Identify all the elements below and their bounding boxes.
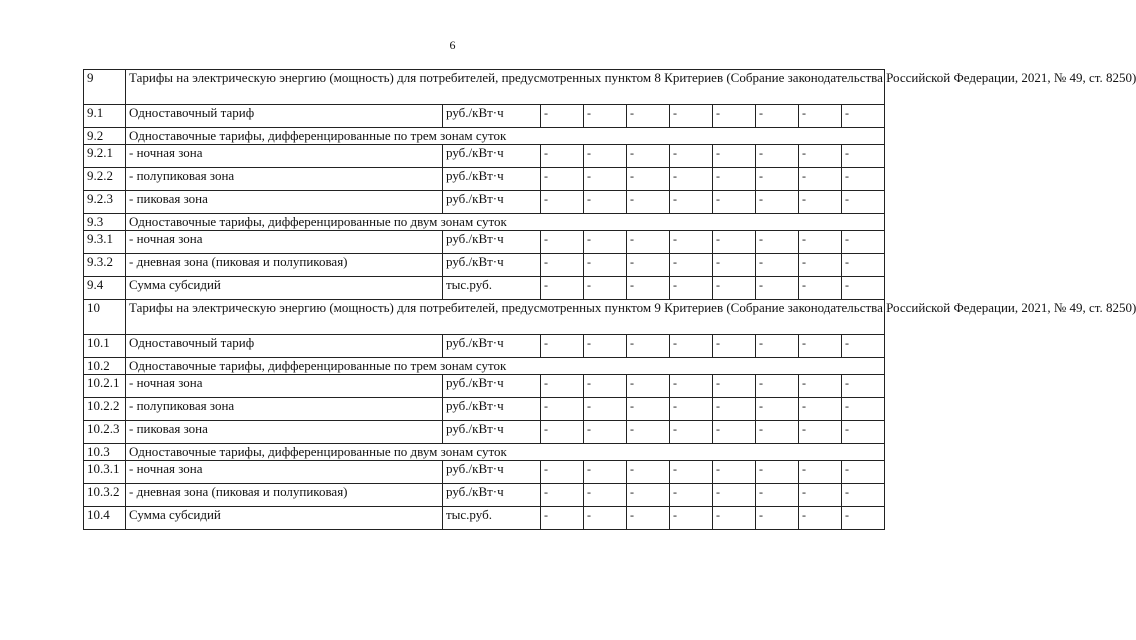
row-number: 10.3 — [84, 444, 126, 461]
value-cell: - — [584, 191, 627, 214]
value-cell: - — [541, 461, 584, 484]
value-cell: - — [713, 105, 756, 128]
value-cell: - — [541, 375, 584, 398]
table-row — [84, 461, 885, 484]
row-unit: тыс.руб. — [443, 507, 541, 530]
table-row — [84, 375, 885, 398]
value-cell: - — [627, 254, 670, 277]
section-number: 10 — [84, 300, 126, 335]
subsection-header-row — [84, 214, 885, 231]
subsection-header-row — [84, 128, 885, 145]
value-cell: - — [713, 191, 756, 214]
subsection-title: Одноставочные тарифы, дифференцированные по трем зонам суток — [126, 128, 885, 145]
row-name: Сумма субсидий — [126, 507, 443, 530]
value-cell: - — [584, 277, 627, 300]
row-name: - пиковая зона — [126, 421, 443, 444]
value-cell: - — [799, 484, 842, 507]
value-cell: - — [627, 398, 670, 421]
table-row — [84, 191, 885, 214]
row-name: - ночная зона — [126, 461, 443, 484]
value-cell: - — [842, 191, 885, 214]
row-number: 9.2.1 — [84, 145, 126, 168]
value-cell: - — [842, 421, 885, 444]
value-cell: - — [541, 105, 584, 128]
value-cell: - — [842, 335, 885, 358]
value-cell: - — [713, 484, 756, 507]
value-cell: - — [584, 507, 627, 530]
row-number: 9.4 — [84, 277, 126, 300]
subsection-header-row — [84, 358, 885, 375]
value-cell: - — [670, 335, 713, 358]
value-cell: - — [756, 421, 799, 444]
value-cell: - — [670, 277, 713, 300]
value-cell: - — [756, 461, 799, 484]
section-row — [84, 70, 885, 105]
value-cell: - — [670, 461, 713, 484]
row-name: - дневная зона (пиковая и полупиковая) — [126, 484, 443, 507]
value-cell: - — [627, 335, 670, 358]
value-cell: - — [541, 398, 584, 421]
value-cell: - — [627, 191, 670, 214]
value-cell: - — [756, 105, 799, 128]
value-cell: - — [541, 335, 584, 358]
row-unit: руб./кВт·ч — [443, 398, 541, 421]
value-cell: - — [541, 145, 584, 168]
value-cell: - — [713, 231, 756, 254]
value-cell: - — [799, 231, 842, 254]
row-name: - полупиковая зона — [126, 398, 443, 421]
row-unit: руб./кВт·ч — [443, 375, 541, 398]
value-cell: - — [584, 484, 627, 507]
value-cell: - — [799, 398, 842, 421]
value-cell: - — [756, 398, 799, 421]
row-unit: руб./кВт·ч — [443, 231, 541, 254]
value-cell: - — [584, 461, 627, 484]
row-number: 10.2 — [84, 358, 126, 375]
table-row — [84, 168, 885, 191]
value-cell: - — [713, 507, 756, 530]
row-number: 9.2.2 — [84, 168, 126, 191]
value-cell: - — [713, 277, 756, 300]
value-cell: - — [799, 145, 842, 168]
value-cell: - — [584, 375, 627, 398]
row-number: 10.4 — [84, 507, 126, 530]
value-cell: - — [799, 191, 842, 214]
row-number: 10.2.3 — [84, 421, 126, 444]
row-name: Сумма субсидий — [126, 277, 443, 300]
table-row — [84, 507, 885, 530]
value-cell: - — [670, 421, 713, 444]
value-cell: - — [756, 335, 799, 358]
row-unit: тыс.руб. — [443, 277, 541, 300]
value-cell: - — [627, 375, 670, 398]
value-cell: - — [541, 484, 584, 507]
value-cell: - — [713, 398, 756, 421]
row-name: Одноставочный тариф — [126, 335, 443, 358]
value-cell: - — [670, 507, 713, 530]
value-cell: - — [670, 231, 713, 254]
value-cell: - — [756, 507, 799, 530]
value-cell: - — [541, 191, 584, 214]
value-cell: - — [842, 254, 885, 277]
section-title: Тарифы на электрическую энергию (мощность) для потребителей, предусмотренных пунктом 8 Критериев (Собрание законодательства Российской Федерации, 2021, № 49, ст. 8250) — [126, 70, 885, 105]
value-cell: - — [756, 375, 799, 398]
value-cell: - — [627, 231, 670, 254]
table-row — [84, 398, 885, 421]
value-cell: - — [627, 507, 670, 530]
row-unit: руб./кВт·ч — [443, 461, 541, 484]
value-cell: - — [842, 168, 885, 191]
value-cell: - — [842, 231, 885, 254]
subsection-title: Одноставочные тарифы, дифференцированные по двум зонам суток — [126, 444, 885, 461]
value-cell: - — [627, 168, 670, 191]
value-cell: - — [670, 168, 713, 191]
value-cell: - — [670, 254, 713, 277]
table-row — [84, 254, 885, 277]
value-cell: - — [842, 398, 885, 421]
row-unit: руб./кВт·ч — [443, 421, 541, 444]
value-cell: - — [713, 375, 756, 398]
subsection-title: Одноставочные тарифы, дифференцированные по двум зонам суток — [126, 214, 885, 231]
value-cell: - — [670, 145, 713, 168]
value-cell: - — [670, 398, 713, 421]
subsection-header-row — [84, 444, 885, 461]
row-name: - пиковая зона — [126, 191, 443, 214]
table-row — [84, 231, 885, 254]
value-cell: - — [584, 398, 627, 421]
value-cell: - — [584, 254, 627, 277]
value-cell: - — [799, 421, 842, 444]
row-unit: руб./кВт·ч — [443, 168, 541, 191]
value-cell: - — [584, 105, 627, 128]
row-unit: руб./кВт·ч — [443, 145, 541, 168]
value-cell: - — [756, 254, 799, 277]
value-cell: - — [799, 375, 842, 398]
value-cell: - — [799, 335, 842, 358]
value-cell: - — [670, 105, 713, 128]
row-name: Одноставочный тариф — [126, 105, 443, 128]
row-number: 9.3 — [84, 214, 126, 231]
value-cell: - — [713, 421, 756, 444]
value-cell: - — [541, 277, 584, 300]
row-name: - ночная зона — [126, 375, 443, 398]
value-cell: - — [842, 145, 885, 168]
row-number: 10.2.1 — [84, 375, 126, 398]
value-cell: - — [842, 375, 885, 398]
value-cell: - — [713, 168, 756, 191]
row-number: 9.3.1 — [84, 231, 126, 254]
value-cell: - — [842, 105, 885, 128]
value-cell: - — [627, 484, 670, 507]
value-cell: - — [842, 484, 885, 507]
row-unit: руб./кВт·ч — [443, 335, 541, 358]
value-cell: - — [541, 168, 584, 191]
value-cell: - — [799, 277, 842, 300]
value-cell: - — [584, 145, 627, 168]
table-row — [84, 105, 885, 128]
value-cell: - — [842, 507, 885, 530]
value-cell: - — [627, 461, 670, 484]
tariff-table-body — [84, 70, 1136, 530]
row-name: - ночная зона — [126, 145, 443, 168]
value-cell: - — [713, 461, 756, 484]
table-row — [84, 484, 885, 507]
value-cell: - — [756, 168, 799, 191]
section-title: Тарифы на электрическую энергию (мощность) для потребителей, предусмотренных пунктом 9 Критериев (Собрание законодательства Российской Федерации, 2021, № 49, ст. 8250) — [126, 300, 885, 335]
value-cell: - — [627, 105, 670, 128]
row-number: 10.3.1 — [84, 461, 126, 484]
value-cell: - — [842, 461, 885, 484]
row-name: - дневная зона (пиковая и полупиковая) — [126, 254, 443, 277]
row-number: 9.3.2 — [84, 254, 126, 277]
value-cell: - — [713, 335, 756, 358]
tariff-table — [83, 69, 1136, 530]
value-cell: - — [541, 421, 584, 444]
value-cell: - — [756, 484, 799, 507]
table-row — [84, 145, 885, 168]
value-cell: - — [799, 461, 842, 484]
row-unit: руб./кВт·ч — [443, 254, 541, 277]
value-cell: - — [756, 191, 799, 214]
value-cell: - — [756, 277, 799, 300]
table-row — [84, 277, 885, 300]
value-cell: - — [584, 231, 627, 254]
value-cell: - — [627, 145, 670, 168]
row-unit: руб./кВт·ч — [443, 484, 541, 507]
value-cell: - — [799, 168, 842, 191]
row-unit: руб./кВт·ч — [443, 105, 541, 128]
value-cell: - — [842, 277, 885, 300]
value-cell: - — [541, 254, 584, 277]
row-number: 9.2.3 — [84, 191, 126, 214]
value-cell: - — [541, 507, 584, 530]
row-name: - ночная зона — [126, 231, 443, 254]
value-cell: - — [756, 145, 799, 168]
row-number: 9.2 — [84, 128, 126, 145]
value-cell: - — [670, 375, 713, 398]
row-unit: руб./кВт·ч — [443, 191, 541, 214]
value-cell: - — [670, 191, 713, 214]
value-cell: - — [584, 168, 627, 191]
value-cell: - — [584, 421, 627, 444]
page-number: 6 — [449, 38, 456, 52]
table-row — [84, 421, 885, 444]
section-number: 9 — [84, 70, 126, 105]
section-row — [84, 300, 885, 335]
row-name: - полупиковая зона — [126, 168, 443, 191]
value-cell: - — [799, 105, 842, 128]
value-cell: - — [713, 254, 756, 277]
value-cell: - — [627, 421, 670, 444]
row-number: 10.1 — [84, 335, 126, 358]
row-number: 10.3.2 — [84, 484, 126, 507]
value-cell: - — [799, 507, 842, 530]
value-cell: - — [713, 145, 756, 168]
row-number: 9.1 — [84, 105, 126, 128]
value-cell: - — [627, 277, 670, 300]
value-cell: - — [799, 254, 842, 277]
value-cell: - — [756, 231, 799, 254]
value-cell: - — [670, 484, 713, 507]
value-cell: - — [541, 231, 584, 254]
table-row — [84, 335, 885, 358]
row-number: 10.2.2 — [84, 398, 126, 421]
subsection-title: Одноставочные тарифы, дифференцированные по трем зонам суток — [126, 358, 885, 375]
value-cell: - — [584, 335, 627, 358]
